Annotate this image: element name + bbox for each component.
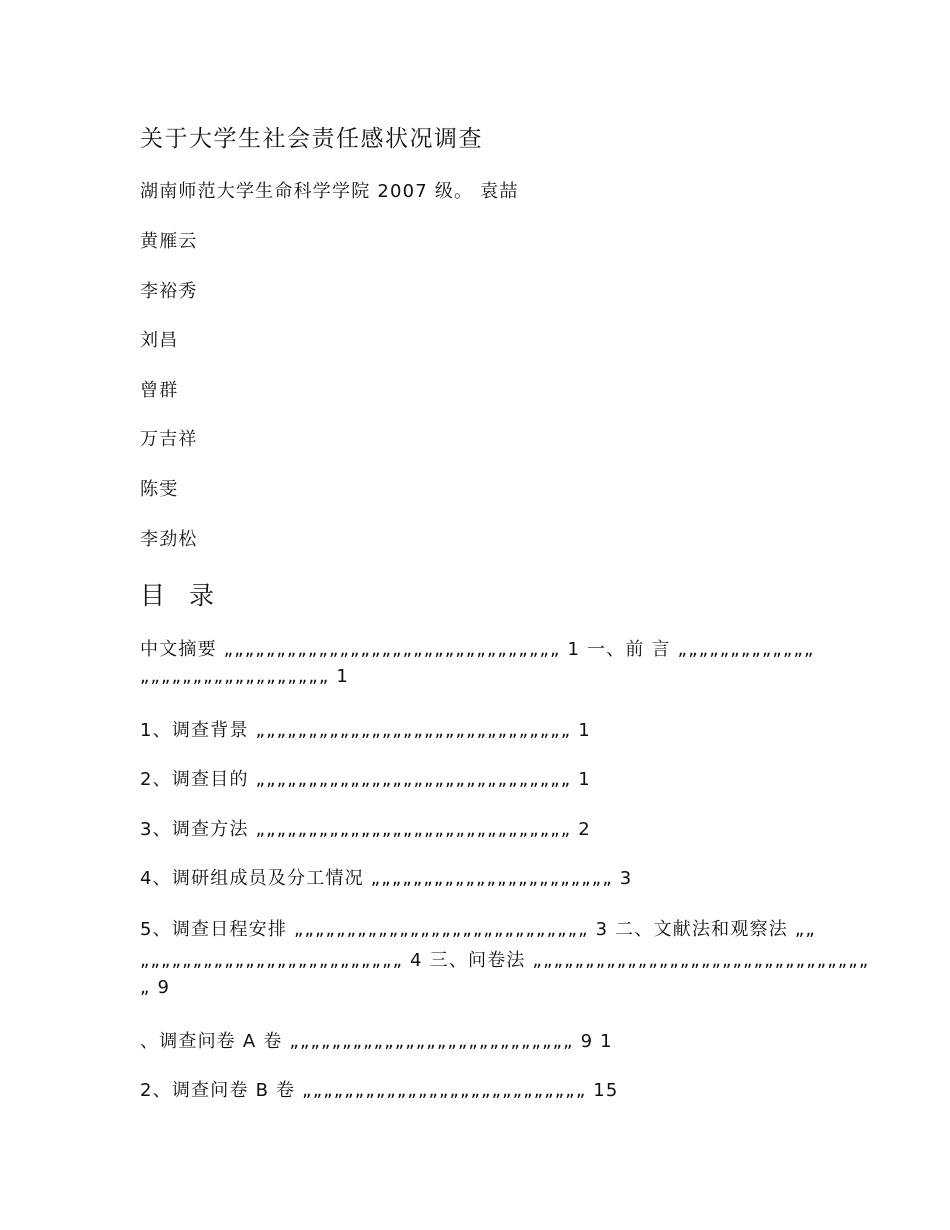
toc-line: „„„„„„„„„„„„„„„„„„„„„„„„„ 4 三、问卷法 „„„„„„„„„„„„„„„„„„„„„„„„„„„„„„„„ [140, 950, 870, 971]
member-name: 李裕秀 [140, 281, 198, 302]
member-name: 黄雁云 [140, 231, 198, 252]
toc-line: 、调查问卷 A 卷 „„„„„„„„„„„„„„„„„„„„„„„„„„„ 9 1 [140, 1031, 613, 1052]
member-name: 万吉祥 [140, 429, 198, 450]
document-title: 关于大学生社会责任感状况调查 [140, 126, 483, 152]
member-name: 李劲松 [140, 529, 198, 550]
toc-line: „„„„„„„„„„„„„„„„„„ 1 [140, 666, 350, 687]
toc-line: „ 9 [140, 977, 171, 998]
toc-line: 3、调查方法 „„„„„„„„„„„„„„„„„„„„„„„„„„„„„„ 2 [140, 819, 591, 840]
toc-line: 2、调查问卷 B 卷 „„„„„„„„„„„„„„„„„„„„„„„„„„„ 15 [140, 1080, 619, 1101]
author-affiliation: 湖南师范大学生命科学学院 2007 级。 袁喆 [140, 181, 519, 202]
toc-heading: 目 录 [140, 581, 222, 610]
toc-line: 4、调研组成员及分工情况 „„„„„„„„„„„„„„„„„„„„„„„ 3 [140, 868, 633, 889]
toc-line: 2、调查目的 „„„„„„„„„„„„„„„„„„„„„„„„„„„„„„ 1 [140, 769, 591, 790]
member-name: 陈雯 [140, 479, 179, 500]
toc-line: 5、调查日程安排 „„„„„„„„„„„„„„„„„„„„„„„„„„„„ 3 二、文献法和观察法 „„ [140, 919, 816, 940]
toc-line: 1、调查背景 „„„„„„„„„„„„„„„„„„„„„„„„„„„„„„ 1 [140, 720, 591, 741]
member-name: 曾群 [140, 380, 179, 401]
toc-line: 中文摘要 „„„„„„„„„„„„„„„„„„„„„„„„„„„„„„„„ 1 一、前 言 „„„„„„„„„„„„„ [140, 639, 815, 660]
member-name: 刘昌 [140, 330, 179, 351]
